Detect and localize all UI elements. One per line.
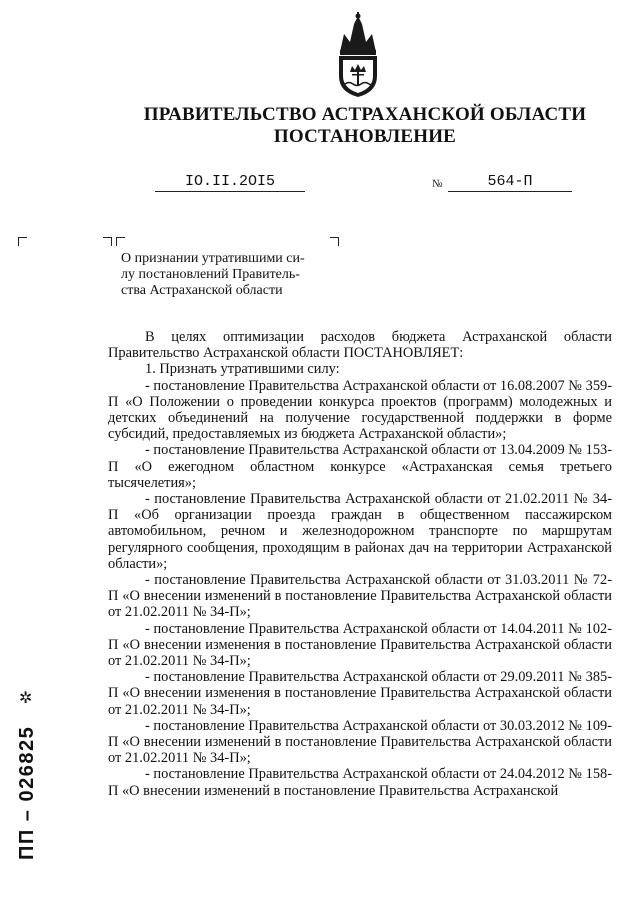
- body-paragraph-repealed: - постановление Правительства Астраханской области от 21.02.2011 № 34-П «Об организации проезда граждан в общественном пассажирском автомобильном, речном и железнодорожном транспорте по маршрутам регулярного сообщения, проходящим в районах дач на территории Астраханской области»;: [108, 491, 612, 572]
- document-type-title: ПОСТАНОВЛЕНИЕ: [273, 126, 457, 147]
- corner-mark: [116, 237, 125, 246]
- body-paragraph-repealed: - постановление Правительства Астраханской области от 14.04.2011 № 102-П «О внесении изменения в постановление Правительства Астраханской области от 21.02.2011 № 34-П»;: [108, 620, 612, 670]
- document-number: 564-П: [448, 174, 572, 192]
- document-body: [108, 329, 612, 799]
- corner-mark: [103, 237, 112, 246]
- body-paragraph-repealed: - постановление Правительства Астраханской области от 31.03.2011 № 72-П «О внесении изменений в постановление Правительства Астраханской области от 21.02.2011 № 34-П»;: [108, 572, 612, 621]
- body-paragraph-repealed: - постановление Правительства Астраханской области от 29.09.2011 № 385-П «О внесении изменения в постановление Правительства Астраханской области от 21.02.2011 № 34-П»;: [108, 669, 612, 718]
- corner-mark: [330, 237, 339, 246]
- serial-stamp: ПП – 026825: [16, 725, 38, 860]
- document-number-label: №: [432, 178, 443, 190]
- body-paragraph-repealed: - постановление Правительства Астраханской области от 24.04.2012 № 158-П «О внесении изменений в постановление Правительства Астраханской: [108, 766, 612, 799]
- corner-mark: [18, 237, 27, 246]
- coat-of-arms-icon: [330, 12, 386, 98]
- subject-line: О признании утратившими си-: [121, 251, 305, 266]
- body-paragraph-item-1: 1. Признать утратившими силу:: [145, 361, 340, 378]
- subject-line: лу постановлений Правитель-: [121, 267, 300, 282]
- body-paragraph-repealed: - постановление Правительства Астраханской области от 30.03.2012 № 109-П «О внесении изменений в постановление Правительства Астраханской области от 21.02.2011 № 34-П»;: [108, 717, 612, 767]
- stamp-star-icon: ✲: [19, 688, 33, 707]
- document-date: IO.II.2OI5: [155, 174, 305, 192]
- body-paragraph-repealed: - постановление Правительства Астраханской области от 13.04.2009 № 153-П «О ежегодном областном конкурсе «Астраханская семья третьего тысячелетия»;: [108, 442, 612, 491]
- subject-line: ства Астраханской области: [121, 283, 283, 298]
- government-title: ПРАВИТЕЛЬСТВО АСТРАХАНСКОЙ ОБЛАСТИ: [143, 104, 587, 125]
- document-subject: [121, 251, 329, 299]
- body-paragraph-preamble: В целях оптимизации расходов бюджета Астраханской области Правительство Астраханской области ПОСТАНОВЛЯЕТ:: [108, 329, 612, 362]
- body-paragraph-repealed: - постановление Правительства Астраханской области от 16.08.2007 № 359-П «О Положении о проведении конкурса проектов (программ) молодежных и детских объединений на получение государственной поддержки в форме субсидий, предоставляемых из бюджета Астраханской области»;: [108, 377, 612, 443]
